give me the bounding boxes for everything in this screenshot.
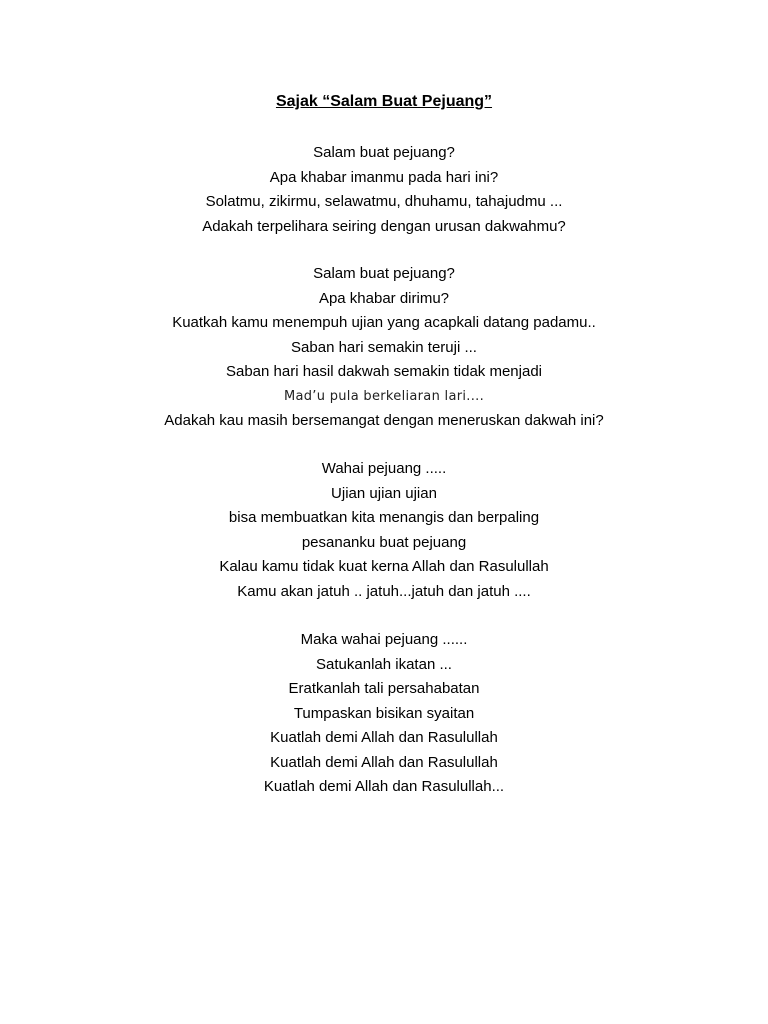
poem-line: Kuatlah demi Allah dan Rasulullah [270,729,498,746]
poem-line: Ujian ujian ujian [331,484,437,502]
poem-line: Apa khabar imanmu pada hari ini? [269,168,499,186]
poem-line: Tumpaskan bisikan syaitan [293,704,475,722]
stanza-1 [0,141,768,239]
stanza-3 [0,457,768,604]
poem-line: Kuatlah demi Allah dan Rasulullah [270,753,498,771]
poem-line: Wahai pejuang ..... [321,460,447,477]
stanza-2 [0,262,768,434]
poem-line: Salam buat pejuang? [313,265,455,282]
poem-line: Kuatlah demi Allah dan Rasulullah... [263,778,505,795]
poem-line: Adakah kau masih bersemangat dengan meneruskan dakwah ini? [164,412,604,429]
poem-line: Apa khabar dirimu? [318,289,450,307]
poem-line: Kuatkah kamu menempuh ujian yang acapkali datang padamu.. [172,314,596,331]
stanza-4 [0,628,768,800]
poem-line: Satukanlah ikatan ... [316,655,452,673]
poem-line: pesananku buat pejuang [301,533,467,551]
poem-line: Kamu akan jatuh .. jatuh...jatuh dan jatuh .... [237,582,531,600]
poem-line: Saban hari semakin teruji ... [291,338,477,356]
poem-line: Saban hari hasil dakwah semakin tidak menjadi [225,363,542,380]
poem-line: Solatmu, zikirmu, selawatmu, dhuhamu, tahajudmu ... [205,193,563,210]
poem-title: Sajak “Salam Buat Pejuang” [275,93,493,110]
poem-line: bisa membuatkan kita menangis dan berpaling [228,509,540,526]
poem-line: Eratkanlah tali persahabatan [288,680,480,697]
poem-line: Kalau kamu tidak kuat kerna Allah dan Rasulullah [219,558,549,575]
poem-line: Adakah terpelihara seiring dengan urusan dakwahmu? [202,217,566,235]
poem-line: Mad’u pula berkeliaran lari.... [283,388,485,404]
poem-line: Salam buat pejuang? [313,144,455,161]
poem-line: Maka wahai pejuang ...... [300,631,468,648]
